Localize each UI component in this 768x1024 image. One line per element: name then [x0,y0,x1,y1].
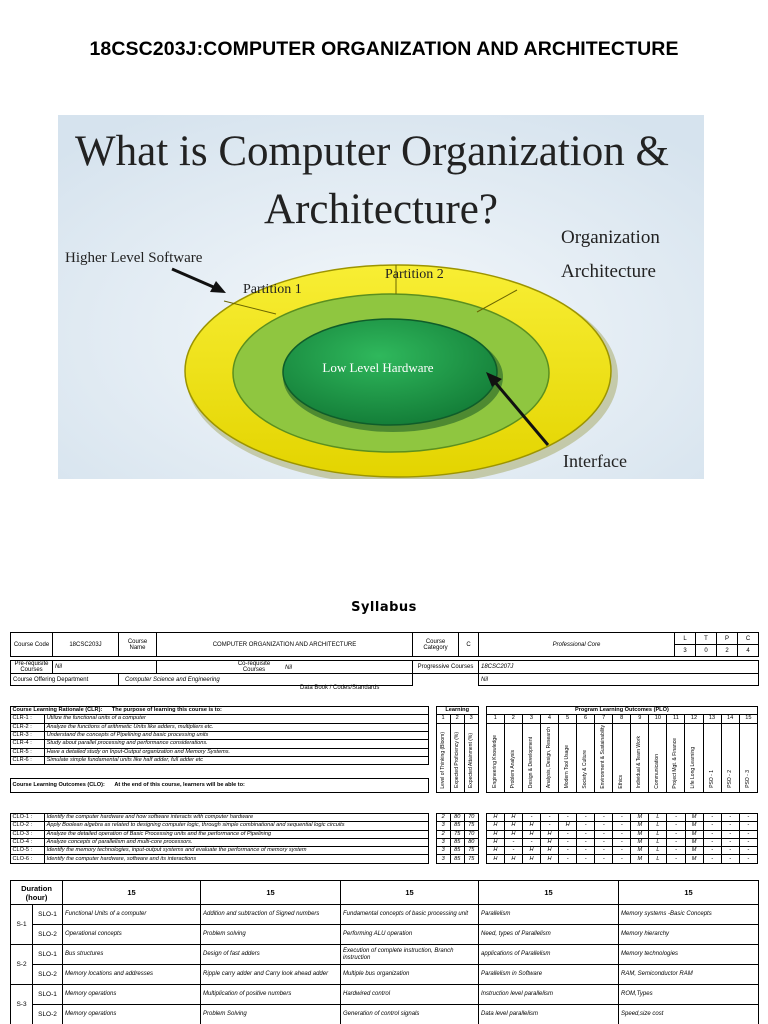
plo-col: 8 [613,715,631,723]
learning-header: Expected Proficiency (%) [453,732,460,789]
clo-plo-value: H [504,822,522,830]
clo-plo-value: L [649,838,667,846]
coreq-label: Co-requisite Courses [237,661,271,673]
session-topic: Multiple bus organization [341,965,479,985]
clo-plo-value: - [721,838,739,846]
clo-plo-value: M [685,838,703,846]
clo-plo-value: L [649,830,667,838]
clo-plo-value: - [595,855,613,863]
clo-learning-value: 70 [464,830,478,838]
clo-plo-value: - [595,847,613,855]
plo-header: PSO - 1 [708,770,715,789]
clo-row [11,855,758,863]
clr-purpose: The purpose of learning this course is to: [111,707,222,714]
clr-title: Course Learning Rationale (CLR): [12,707,103,714]
session-topic: applications of Parallelism [479,945,619,965]
clo-plo-value: L [649,855,667,863]
clr-id: CLR-2 : [11,723,45,731]
clo-plo-value: H [541,830,559,838]
plo-col: 15 [739,715,757,723]
clo-plo-value: - [559,847,577,855]
plo-header: Individual & Team Work [636,735,643,789]
plo-col: 7 [595,715,613,723]
clo-plo-value: H [486,822,504,830]
clo-text: Identify the memory technologies, input-output systems and evaluate the performance of memory system [45,847,429,855]
architecture-label: Architecture [561,261,656,282]
clo-plo-value: - [559,830,577,838]
clo-table [10,813,758,864]
clo-plo-value: - [541,814,559,822]
plo-col: 12 [685,715,703,723]
clo-learning-value: 3 [436,855,450,863]
prereq-label: Pre-requisite Courses [11,661,53,674]
higher-level-software-label: Higher Level Software [65,250,203,266]
clo-plo-value: L [649,814,667,822]
clo-plo-value: - [613,814,631,822]
clo-plo-value: H [504,830,522,838]
clo-plo-value: - [522,838,540,846]
session-topic: Problem solving [201,925,341,945]
clo-plo-value: M [685,814,703,822]
ltpc-label-t: T [696,633,717,645]
clo-plo-value: - [739,822,757,830]
clo-plo-value: - [739,814,757,822]
clo-plo-value: H [486,838,504,846]
clo-plo-value: L [649,847,667,855]
clr-id: CLR-6 : [11,756,45,764]
clo-learning-value: 3 [436,822,450,830]
clo-plo-value: M [631,830,649,838]
duration-value: 15 [479,881,619,905]
session-topic: Memory hierarchy [619,925,759,945]
session-topic: Memory systems -Basic Concepts [619,905,759,925]
interface-label: Interface [563,451,627,471]
session-row [11,965,759,985]
clo-plo-value: - [577,838,595,846]
duration-value: 15 [341,881,479,905]
clo-plo-value: - [667,847,685,855]
session-topic: Addition and subtraction of Signed numbers [201,905,341,925]
learning-col: 1 [436,715,450,723]
dept-label: Course Offering Department [11,674,119,686]
clo-plo-value: - [703,847,721,855]
clo-plo-value: - [703,822,721,830]
course-category-label: Course Category [413,633,459,657]
slo-label: SLO-2 [33,925,63,945]
session-topic: Instruction level parallelism [479,985,619,1005]
ltpc-label-l: L [675,633,696,645]
duration-value: 15 [63,881,201,905]
clo-row [11,838,758,846]
clo-learning-value: 75 [464,847,478,855]
session-topic: Execution of complete instruction, Branch instruction [341,945,479,965]
plo-header: Life Long Learning [690,746,697,789]
learning-header: Level of Thinking (Bloom) [439,731,446,789]
clo-learning-value: 75 [464,855,478,863]
clo-plo-value: - [559,814,577,822]
session-topic: Hardwired control [341,985,479,1005]
slo-label: SLO-2 [33,1005,63,1024]
clo-plo-value: - [721,847,739,855]
clr-text: Analyze the functions of arithmetic Units like adders, multipliers etc. [45,723,428,731]
clr-id: CLR-5 : [11,748,45,756]
plo-col: 11 [667,715,685,723]
clr-id: CLR-3 : [11,731,45,739]
plo-col: 1 [486,715,504,723]
clo-plo-value: - [739,847,757,855]
plo-header: Society & Culture [582,749,589,789]
ltpc-value-t: 0 [696,645,717,657]
clo-learning-value: 85 [450,855,464,863]
session-topic: Parallelism in Software [479,965,619,985]
clo-plo-value: H [541,855,559,863]
figure-heading-line1: What is Computer Organization & [75,128,669,175]
plo-header: Analysis, Design, Research [545,727,552,789]
clo-plo-value: - [559,855,577,863]
clo-plo-value: H [541,847,559,855]
clo-plo-value: - [613,830,631,838]
clo-learning-value: 80 [464,838,478,846]
clo-plo-value: M [685,822,703,830]
course-name-label: Course Name [119,633,157,657]
clo-plo-value: - [613,847,631,855]
clo-plo-value: H [541,838,559,846]
clo-plo-value: - [613,822,631,830]
duration-value: 15 [201,881,341,905]
plo-header: Environment & Sustainability [600,724,607,789]
clo-plo-value: H [504,814,522,822]
clo-plo-value: - [577,830,595,838]
plo-header: Design & Development [527,737,534,789]
clo-plo-value: - [703,855,721,863]
session-topic: Data level parallelism [479,1005,619,1024]
clo-plo-value: - [613,838,631,846]
clo-plo-value: - [595,830,613,838]
plo-col: 4 [540,715,558,723]
clo-title: Course Learning Outcomes (CLO): [12,782,105,789]
course-category: C [459,633,479,657]
clo-plo-value: - [522,814,540,822]
coreq-value: Nil [285,664,292,671]
session-topic: ROM,Types [619,985,759,1005]
clo-learning-value: 85 [450,838,464,846]
clo-plo-value: - [613,855,631,863]
clo-plo-value: H [486,855,504,863]
clo-plo-value: M [631,814,649,822]
clo-learning-value: 85 [450,847,464,855]
sessions-table [10,880,759,1024]
clo-plo-value: - [739,855,757,863]
slo-label: SLO-1 [33,945,63,965]
clo-row [11,822,758,830]
plo-col: 2 [504,715,522,723]
clo-plo-value: - [577,855,595,863]
session-label: S-3 [11,985,33,1024]
databook-label: Data Book / Codes/Standards [300,685,380,691]
clo-plo-value: - [595,814,613,822]
clr-text: Simulate simple fundamental units like half adder, full adder etc [45,756,428,764]
clr-id: CLR-4 : [11,740,45,748]
session-topic: Bus structures [63,945,201,965]
clo-plo-value: - [703,814,721,822]
clo-plo-value: M [685,855,703,863]
clo-plo-value: H [486,847,504,855]
plo-col: 14 [721,715,739,723]
clo-plo-value: M [685,847,703,855]
progressive-value: 18CSC207J [479,661,759,674]
session-row [11,905,759,925]
clo-id: CLO-6 : [11,855,45,863]
plo-col: 6 [577,715,595,723]
clo-plo-value: H [522,830,540,838]
plo-header: Problem Analysis [509,749,516,789]
ltpc-value-c: 4 [738,645,759,657]
course-code: 18CSC203J [53,633,119,657]
clo-plo-value: - [667,814,685,822]
clo-plo-value: - [703,830,721,838]
ltpc-label-c: C [738,633,759,645]
clo-learning-value: 85 [450,822,464,830]
clo-plo-value: - [739,830,757,838]
figure-heading-line2: Architecture? [264,186,498,233]
clo-plo-value: M [631,847,649,855]
clo-id: CLO-3 : [11,830,45,838]
clo-plo-value: - [721,830,739,838]
ltpc-value-p: 2 [717,645,738,657]
slo-label: SLO-1 [33,905,63,925]
clo-plo-value: - [559,838,577,846]
clo-plo-value: - [703,838,721,846]
clo-plo-value: - [577,814,595,822]
clo-learning-value: 3 [436,838,450,846]
clo-plo-value: - [667,838,685,846]
clo-row [11,830,758,838]
partition-1-label: Partition 1 [243,282,302,297]
learning-label: Learning [436,707,478,715]
dept-value: Computer Science and Engineering [119,674,413,686]
session-topic: Generation of control signals [341,1005,479,1024]
clo-intro: At the end of this course, learners will be able to: [114,782,245,789]
clo-plo-value: - [577,822,595,830]
session-topic: Memory operations [63,1005,201,1024]
plo-col: 9 [631,715,649,723]
course-code-label: Course Code [11,633,53,657]
slo-label: SLO-2 [33,965,63,985]
session-topic: Multiplication of positive numbers [201,985,341,1005]
page-title: 18CSC203J:COMPUTER ORGANIZATION AND ARCHITECTURE [89,38,679,60]
clo-id: CLO-5 : [11,847,45,855]
plo-header: Project Mgt. & Finance [672,737,679,789]
session-row [11,945,759,965]
clr-text: Study about parallel processing and performance considerations. [45,740,428,748]
partition-2-label: Partition 2 [385,267,444,282]
clo-learning-value: 70 [464,814,478,822]
syllabus-title: Syllabus [351,600,417,615]
clo-row [11,814,758,822]
plo-header: Modern Tool Usage [564,744,571,789]
session-topic: Operational concepts [63,925,201,945]
clo-text: Analyze concepts of parallelism and multi-core processors. [45,838,429,846]
plo-col: 10 [649,715,667,723]
clo-plo-value: M [631,855,649,863]
clo-learning-value: 2 [436,814,450,822]
clo-learning-value: 75 [464,822,478,830]
clo-plo-value: M [631,822,649,830]
clo-plo-value: H [559,822,577,830]
clo-id: CLO-1 : [11,814,45,822]
clo-plo-value: - [595,822,613,830]
organization-label: Organization [561,227,660,248]
clo-plo-value: H [486,830,504,838]
duration-value: 15 [619,881,759,905]
plo-header: Engineering Knowledge [491,735,498,789]
ltpc-label-p: P [717,633,738,645]
session-topic: Fundamental concepts of basic processing unit [341,905,479,925]
clo-learning-value: 3 [436,847,450,855]
plo-col: 3 [522,715,540,723]
course-name: COMPUTER ORGANIZATION AND ARCHITECTURE [157,633,413,657]
clo-plo-value: L [649,822,667,830]
clo-plo-value: - [595,838,613,846]
learning-header: Expected Attainment (%) [467,733,474,789]
plo-header: PSO - 3 [744,770,751,789]
clo-plo-value: M [685,830,703,838]
clo-plo-value: H [522,822,540,830]
clo-plo-value: H [504,855,522,863]
session-topic: Memory operations [63,985,201,1005]
clr-text: Understand the concepts of Pipelining and basic processing units [45,731,428,739]
plo-header: Ethics [618,774,625,789]
plo-header: Communication [654,753,661,789]
session-row [11,985,759,1005]
progressive-label: Progressive Courses [413,661,479,674]
course-header-table [10,632,759,686]
clr-id: CLR-1 : [11,715,45,723]
learning-col: 3 [464,715,478,723]
clo-text: Apply Boolean algebra as related to designing computer logic, through simple combinational and sequential logic circuits [45,822,429,830]
clo-plo-value: H [522,847,540,855]
clo-id: CLO-4 : [11,838,45,846]
core-label: Low Level Hardware [322,360,434,375]
clo-text: Identify the computer hardware and how software interacts with computer hardware [45,814,429,822]
clo-plo-value: H [486,814,504,822]
clr-clo-table [10,706,758,799]
clo-plo-value: - [577,847,595,855]
session-topic: Problem Solving [201,1005,341,1024]
prereq-value: Nil [53,661,157,674]
plo-col: 13 [703,715,721,723]
clo-plo-value: H [522,855,540,863]
session-topic: Functional Units of a computer [63,905,201,925]
session-row [11,1005,759,1024]
clo-learning-value: 75 [450,830,464,838]
clo-plo-value: M [631,838,649,846]
plo-label: Program Learning Outcomes (PLO) [486,707,757,715]
slo-label: SLO-1 [33,985,63,1005]
clo-row [11,847,758,855]
clo-plo-value: - [667,830,685,838]
learning-col: 2 [450,715,464,723]
plo-col: 5 [559,715,577,723]
clr-text: Utilize the functional units of a computer [45,715,428,723]
session-topic: Ripple carry adder and Carry look ahead adder [201,965,341,985]
clo-plo-value: - [541,822,559,830]
plo-header: PSO - 2 [726,770,733,789]
session-topic: Memory locations and addresses [63,965,201,985]
session-topic: Design of fast adders [201,945,341,965]
clo-text: Identify the computer hardware, software and its interactions [45,855,429,863]
clo-plo-value: - [721,855,739,863]
clo-plo-value: - [667,822,685,830]
session-topic: Performing ALU operation [341,925,479,945]
clo-plo-value: - [721,814,739,822]
clo-plo-value: - [504,838,522,846]
clo-plo-value: - [504,847,522,855]
course-core: Professional Core [479,633,675,657]
clo-learning-value: 80 [450,814,464,822]
session-topic: RAM, Semiconductor RAM [619,965,759,985]
session-row [11,925,759,945]
session-label: S-1 [11,905,33,945]
session-topic: Speed,size cost [619,1005,759,1024]
clo-plo-value: - [721,822,739,830]
ltpc-value-l: 3 [675,645,696,657]
session-topic: Need, types of Parallelism [479,925,619,945]
duration-label: Duration (hour) [11,881,63,905]
clo-learning-value: 2 [436,830,450,838]
computer-organization-figure [58,115,704,479]
session-topic: Memory technologies [619,945,759,965]
session-topic: Parallelism [479,905,619,925]
clo-plo-value: - [667,855,685,863]
clo-text: Analyze the detailed operation of Basic Processing units and the performance of Pipelining [45,830,429,838]
clo-id: CLO-2 : [11,822,45,830]
clr-text: Have a detailed study on Input-Output organization and Memory Systems. [45,748,428,756]
session-label: S-2 [11,945,33,985]
databook-value: Nil [479,674,759,686]
clo-plo-value: - [739,838,757,846]
